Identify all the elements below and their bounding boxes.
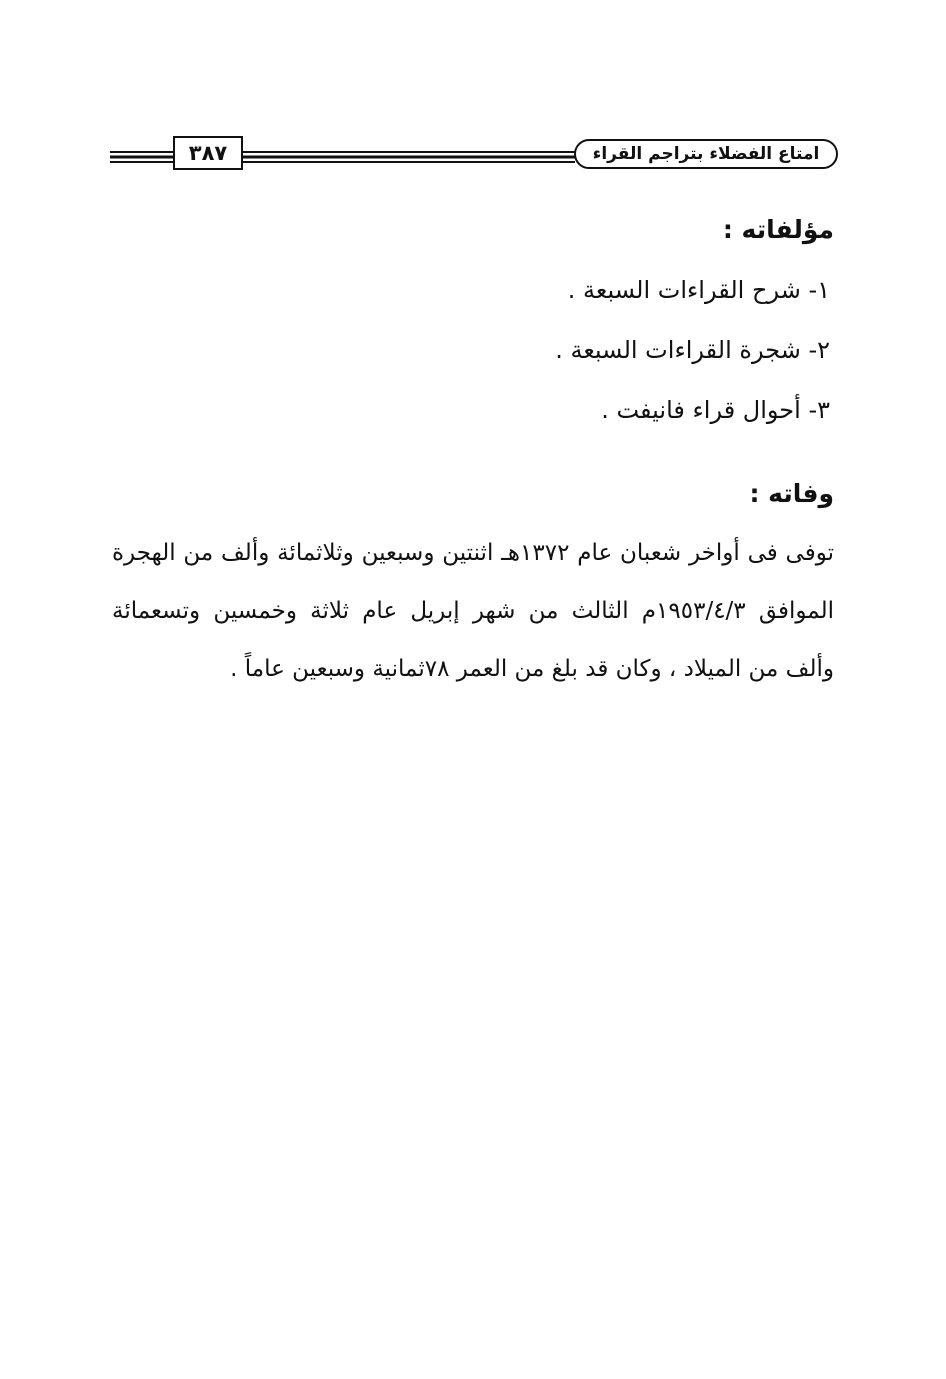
running-header	[110, 132, 838, 178]
page-number: ٣٨٧	[173, 136, 243, 170]
works-section	[112, 200, 834, 440]
works-heading: مؤلفاته :	[722, 215, 834, 244]
list-item: ١- شرح القراءات السبعة .	[567, 276, 830, 304]
death-heading: وفاته :	[749, 479, 834, 508]
list-item: ٢- شجرة القراءات السبعة .	[555, 336, 830, 364]
section-spacer	[112, 440, 834, 464]
death-paragraph: توفى فى أواخر شعبان عام ١٣٧٢هـ اثنتين وسبعين وثلاثمائة وألف من الهجرة الموافق ١٩٥٣/٤/٣م الثالث من شهر إبريل عام ثلاثة وخمسين وتسعمائة وألف من الميلاد ، وكان قد بلغ من العمر ٧٨ثمانية وسبعين عاماً .	[112, 540, 834, 682]
book-title: امتاع الفضلاء بتراجم القراء	[574, 139, 838, 169]
page-content	[112, 200, 834, 698]
works-list	[112, 260, 834, 440]
death-section	[112, 464, 834, 698]
list-item: ٣- أحوال قراء فانيفت .	[601, 396, 830, 424]
